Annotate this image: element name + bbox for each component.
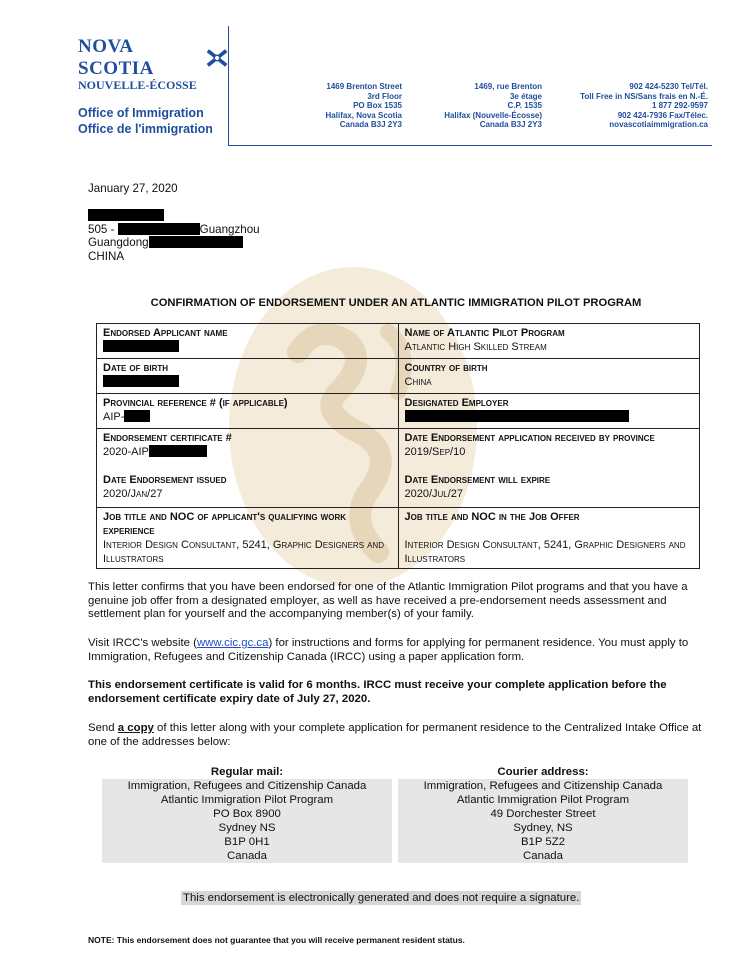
address-en: 1469 Brenton Street 3rd Floor PO Box 1535 Halifax, Nova Scotia Canada B3J 2Y3 bbox=[325, 82, 402, 130]
letter-date: January 27, 2020 bbox=[88, 182, 178, 195]
logo bbox=[78, 36, 228, 137]
table-row: Job title and NOC of applicant's qualifying work experience Interior Design Consultant, 5241, Graphic Designers and Illustrators Job title and NOC in the Job Offer Interior Design Consultant, 5241, Graphic Designers and Illustrators bbox=[97, 508, 700, 569]
saltire-flag-icon bbox=[206, 48, 228, 68]
paragraph-ircc: Visit IRCC's website (www.cic.gc.ca) for instructions and forms for applying for permanent residence. You must apply to Immigration, Refugees and Citizenship Canada (IRCC) using a paper application form. bbox=[88, 637, 689, 663]
table-row: Endorsement certificate # 2020-AIP Date Endorsement issued 2020/Jan/27 Date Endorsement application received by province 2019/Sep/10 Date Endorsement will expire 2020/Jul/27 bbox=[97, 429, 700, 508]
redacted-applicant-name bbox=[103, 340, 179, 352]
redacted-ref bbox=[124, 410, 150, 422]
header-rule bbox=[228, 145, 712, 146]
paragraph-send-copy: Send a copy of this letter along with your complete application for permanent residence to the Centralized Intake Office at one of the addresses below: bbox=[88, 722, 702, 748]
paragraph-validity: This endorsement certificate is valid for 6 months. IRCC must receive your complete application before the endorsement certificate expiry date of July 27, 2020. bbox=[88, 679, 667, 705]
electronic-signature-note: This endorsement is electronically generated and does not require a signature. bbox=[183, 892, 580, 904]
table-row: Provincial reference # (if applicable) AIP- Designated Employer bbox=[97, 394, 700, 429]
address-fr: 1469, rue Brenton 3e étage C.P. 1535 Halifax (Nouvelle-Écosse) Canada B3J 2Y3 bbox=[444, 82, 542, 130]
paragraph-endorsed: This letter confirms that you have been endorsed for one of the Atlantic Immigration Pilot programs and that you have a genuine job offer from a designated employer, as well as have received a pre-endorsement needs assessment and settlement plan for yourself and the accompanying member(s) of your family. bbox=[88, 581, 688, 620]
table-row: Date of birth Country of birth China bbox=[97, 359, 700, 394]
redacted-name bbox=[88, 209, 164, 221]
logo-line1: NOVA SCOTIA bbox=[78, 36, 154, 79]
courier-address: Courier address: Immigration, Refugees and Citizenship Canada Atlantic Immigration Pilot Program 49 Dorchester Street Sydney, NS B1P 5Z2 Canada bbox=[398, 765, 688, 863]
redacted-cert bbox=[149, 445, 207, 457]
office-fr: Office de l'immigration bbox=[78, 122, 213, 136]
redacted-street bbox=[118, 223, 200, 235]
table-row: Endorsed Applicant name Name of Atlantic Pilot Program Atlantic High Skilled Stream bbox=[97, 324, 700, 359]
ircc-website-link[interactable]: www.cic.gc.ca bbox=[196, 637, 269, 649]
contact-info: 902 424-5230 Tel/Tél. Toll Free in NS/Sans frais en N.-É. 1 877 292-9597 902 424-7936 Fax/Télec. novascotiaimmigration.ca bbox=[580, 82, 708, 130]
redacted-employer bbox=[405, 410, 629, 422]
logo-line2: NOUVELLE-ÉCOSSE bbox=[78, 78, 197, 92]
recipient-address: 505 - Guangzhou Guangdong CHINA bbox=[88, 209, 260, 263]
office-en: Office of Immigration bbox=[78, 106, 204, 120]
endorsement-table bbox=[96, 323, 700, 569]
document-title: CONFIRMATION OF ENDORSEMENT UNDER AN ATLANTIC IMMIGRATION PILOT PROGRAM bbox=[150, 297, 642, 309]
redacted-district bbox=[149, 236, 243, 248]
footer-note: NOTE: This endorsement does not guarantee that you will receive permanent resident status. bbox=[88, 935, 465, 945]
header-divider bbox=[228, 26, 229, 146]
regular-mail-address: Regular mail: Immigration, Refugees and Citizenship Canada Atlantic Immigration Pilot Program PO Box 8900 Sydney NS B1P 0H1 Canada bbox=[102, 765, 392, 863]
redacted-dob bbox=[103, 375, 179, 387]
